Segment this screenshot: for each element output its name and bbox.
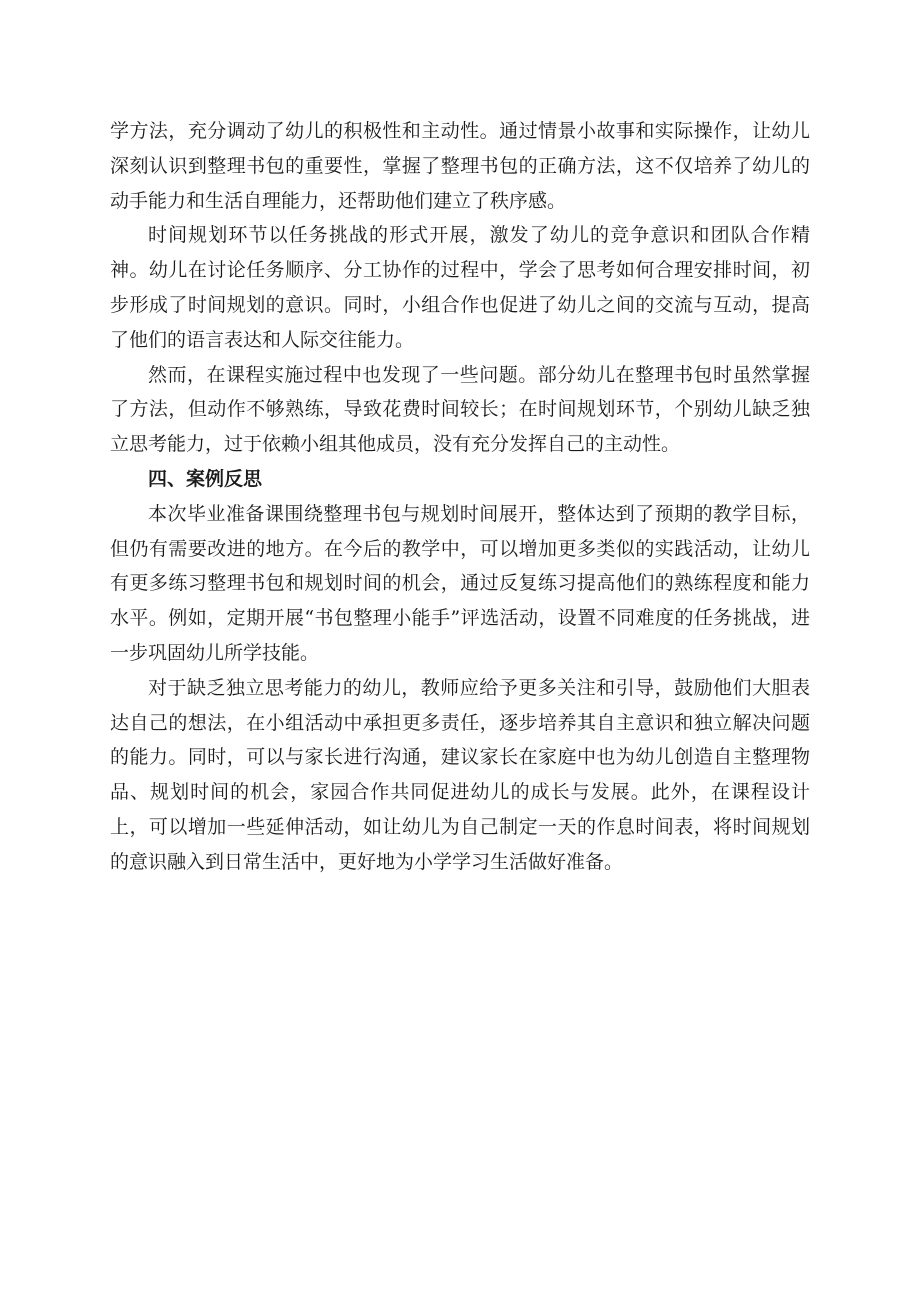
paragraph-continued: 学方法，充分调动了幼儿的积极性和主动性。通过情景小故事和实际操作，让幼儿深刻认识到整理书包的重要性，掌握了整理书包的正确方法，这不仅培养了幼儿的动手能力和生活自理能力，还帮助他们建立了秩序感。: [110, 120, 810, 212]
document-body: [110, 114, 810, 880]
paragraph-time-planning: 时间规划环节以任务挑战的形式开展，激发了幼儿的竞争意识和团队合作精神。幼儿在讨论任务顺序、分工协作的过程中，学会了思考如何合理安排时间，初步形成了时间规划的意识。同时，小组合作也促进了幼儿之间的交流与互动，提高了他们的语言表达和人际交往能力。: [110, 224, 810, 351]
paragraph-reflection-guidance: 对于缺乏独立思考能力的幼儿，教师应给予更多关注和引导，鼓励他们大胆表达自己的想法，在小组活动中承担更多责任，逐步培养其自主意识和独立解决问题的能力。同时，可以与家长进行沟通，建议家长在家庭中也为幼儿创造自主整理物品、规划时间的机会，家园合作共同促进幼儿的成长与发展。此外，在课程设计上，可以增加一些延伸活动，如让幼儿为自己制定一天的作息时间表，将时间规划的意识融入到日常生活中，更好地为小学学习生活做好准备。: [110, 676, 810, 873]
paragraph-reflection-summary: 本次毕业准备课围绕整理书包与规划时间展开，整体达到了预期的教学目标，但仍有需要改进的地方。在今后的教学中，可以增加更多类似的实践活动，让幼儿有更多练习整理书包和规划时间的机会，通过反复练习提高他们的熟练程度和能力水平。例如，定期开展“书包整理小能手”评选活动，设置不同难度的任务挑战，进一步巩固幼儿所学技能。: [110, 502, 810, 664]
paragraph-problems: 然而，在课程实施过程中也发现了一些问题。部分幼儿在整理书包时虽然掌握了方法，但动作不够熟练，导致花费时间较长；在时间规划环节，个别幼儿缺乏独立思考能力，过于依赖小组其他成员，没有充分发挥自己的主动性。: [110, 363, 810, 456]
section-heading-case-reflection: 四、案例反思: [148, 467, 263, 490]
